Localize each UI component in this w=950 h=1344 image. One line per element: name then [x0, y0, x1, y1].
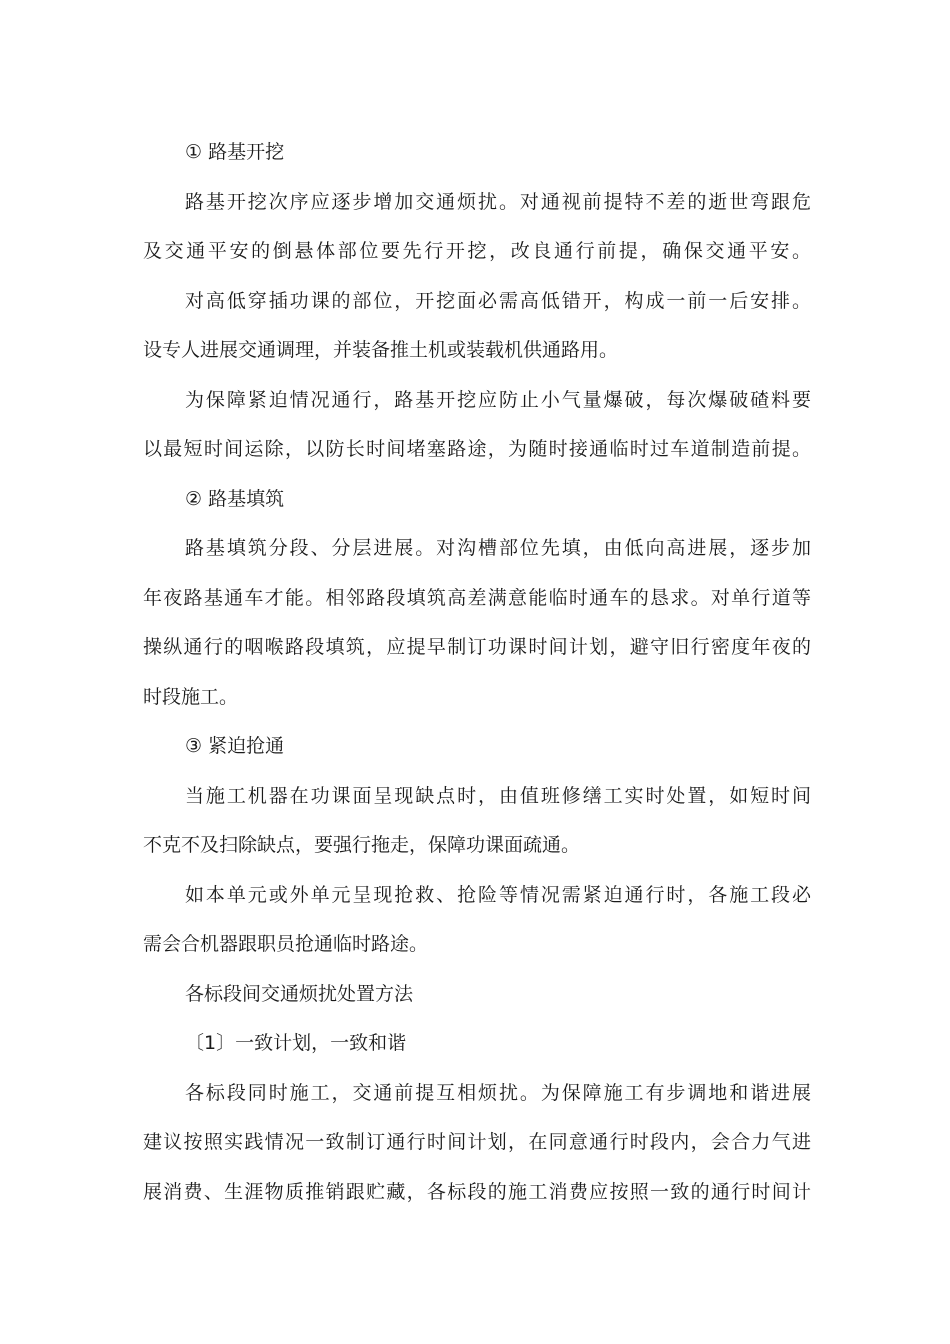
text-line: 需会合机器跟职员抢通临时路途。 — [143, 933, 429, 955]
text-line: 年夜路基通车才能。相邻路段填筑高差满意能临时通车的恳求。对单行道等 — [143, 586, 811, 609]
text-line: 以最短时间运除，以防长时间堵塞路途，为随时接通临时过车道制造前提。 — [143, 438, 811, 460]
text-line: ③ 紧迫抢通 — [185, 735, 285, 757]
text-line: 不克不及扫除缺点，要强行拖走，保障功课面疏通。 — [143, 834, 581, 856]
text-line: 及交通平安的倒悬体部位要先行开挖，改良通行前提，确保交通平安。 — [143, 240, 811, 262]
text-line: 为保障紧迫情况通行，路基开挖应防止小气量爆破，每次爆破碴料要 — [185, 388, 811, 411]
text-line: 对高低穿插功课的部位，开挖面必需高低错开，构成一前一后安排。 — [185, 289, 811, 312]
text-line: 各标段间交通烦扰处置方法 — [185, 982, 414, 1005]
text-line: 〔1〕一致计划，一致和谐 — [185, 1032, 407, 1054]
text-line: 建议按照实践情况一致制订通行时间计划，在同意通行时段内，会合力气进 — [143, 1131, 811, 1153]
text-line: 如本单元或外单元呈现抢救、抢险等情况需紧迫通行时，各施工段必 — [185, 883, 811, 906]
text-line: 路基填筑分段、分层进展。对沟槽部位先填，由低向高进展，逐步加 — [185, 537, 811, 559]
text-line: 展消费、生涯物质推销跟贮藏，各标段的施工消费应按照一致的通行时间计 — [143, 1180, 811, 1203]
text-line: 时段施工。 — [143, 685, 239, 708]
document-body — [143, 128, 811, 1217]
text-line: 路基开挖次序应逐步增加交通烦扰。对通视前提特不差的逝世弯跟危 — [185, 190, 811, 213]
text-line: 各标段同时施工，交通前提互相烦扰。为保障施工有步调地和谐进展 — [185, 1081, 811, 1104]
text-line: 操纵通行的咽喉路段填筑，应提早制订功课时间计划，避守旧行密度年夜的 — [143, 636, 811, 658]
text-line: ② 路基填筑 — [185, 487, 285, 510]
text-line: 当施工机器在功课面呈现缺点时，由值班修缮工实时处置，如短时间 — [185, 784, 811, 807]
text-line: ① 路基开挖 — [185, 141, 285, 163]
text-line: 设专人进展交通调理，并装备推土机或装载机供通路用。 — [143, 339, 619, 361]
